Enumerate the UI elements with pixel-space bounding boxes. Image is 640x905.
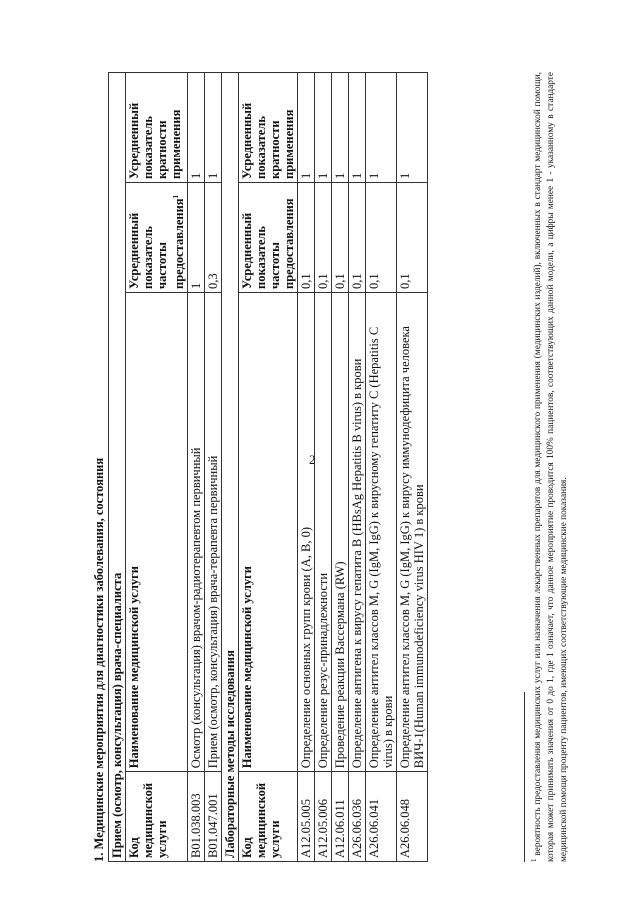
header-multiplicity: Усредненный показатель кратности применения [239,73,298,183]
service-frequency: 0,1 [315,183,332,293]
service-frequency: 0,1 [397,183,428,293]
service-frequency: 0,1 [298,183,315,293]
service-name: Определение основных групп крови (A, B, 0) [298,292,315,771]
footnote-text: вероятность предоставления медицинских услуг или назначения лекарственных препаратов для медицинского применения (медицинских изделий), включенных в стандарт медицинской помощи, которая может принимать значения от 0 до 1, где 1 означает, что данное мероприятие проводится 100% пациентов, соответствующих данной модели, а цифры менее 1 - указанному в стандарте медицинской помощи проценту пациентов, имеющих соответствующие медицинские показания. [533,72,570,862]
service-name: Прием (осмотр, консультация) врача-терапевта первичный [205,292,222,771]
service-multiplicity: 1 [366,73,397,183]
table-row [397,73,428,862]
service-multiplicity: 1 [205,73,222,183]
document-heading: 1. Медицинские мероприятия для диагностики заболевания, состояния [92,457,106,862]
service-name: Проведение реакции Вассермана (RW) [332,292,349,771]
header-frequency-text: Усредненный показатель частоты предоставления [127,198,187,289]
section-title-consultation: Прием (осмотр, консультация) врача-специалиста [109,73,126,862]
header-name: Наименование медицинской услуги [239,292,298,771]
rotated-page-content [92,62,632,862]
footnote-marker: 1 [530,858,538,862]
service-code: B01.038.003 [188,772,205,862]
table-row [332,73,349,862]
header-code: Код медицинской услуги [239,772,298,862]
service-code: A12.06.011 [332,772,349,862]
page-number: 2 [309,452,316,467]
service-name: Осмотр (консультация) врачом-радиотерапевтом первичный [188,292,205,771]
header-code: Код медицинской услуги [126,772,188,862]
service-multiplicity: 1 [315,73,332,183]
service-multiplicity: 1 [332,73,349,183]
service-name: Определение резус-принадлежности [315,292,332,771]
service-frequency: 1 [188,183,205,293]
footnote-marker: 1 [172,194,180,199]
header-multiplicity: Усредненный показатель кратности применения [126,73,188,183]
table-row [188,73,205,862]
table-row [205,73,222,862]
footnote-divider [524,692,525,862]
service-frequency: 0,1 [366,183,397,293]
service-frequency: 0,1 [332,183,349,293]
medical-services-table [108,72,428,862]
service-frequency: 0,3 [205,183,222,293]
service-code: A26.06.036 [349,772,366,862]
section-title-lab-methods: Лабораторные методы исследования [222,73,239,862]
service-name: Определение антигена к вирусу гепатита B (HBsAg Hepatitis B virus) в крови [349,292,366,771]
service-name: Определение антител классов M, G (IgM, IgG) к вирусному гепатиту C (Hepatitis C virus) в крови [366,292,397,771]
service-code: B01.047.001 [205,772,222,862]
service-code: A26.06.041 [366,772,397,862]
table-header-row [126,73,188,862]
service-multiplicity: 1 [188,73,205,183]
service-multiplicity: 1 [397,73,428,183]
header-frequency: Усредненный показатель частоты предоставления [239,183,298,293]
service-multiplicity: 1 [349,73,366,183]
service-code: A26.06.048 [397,772,428,862]
table-row [366,73,397,862]
table-row [349,73,366,862]
table-row [315,73,332,862]
table-header-row [239,73,298,862]
service-code: A12.05.005 [298,772,315,862]
service-frequency: 0,1 [349,183,366,293]
table-row [298,73,315,862]
service-multiplicity: 1 [298,73,315,183]
service-code: A12.05.006 [315,772,332,862]
service-name: Определение антител классов M, G (IgM, IgG) к вирусу иммунодефицита человека ВИЧ-1(Human immunodeficiency virus HIV 1) в крови [397,292,428,771]
header-name: Наименование медицинской услуги [126,292,188,771]
header-frequency [126,183,188,293]
footnote [528,72,571,862]
